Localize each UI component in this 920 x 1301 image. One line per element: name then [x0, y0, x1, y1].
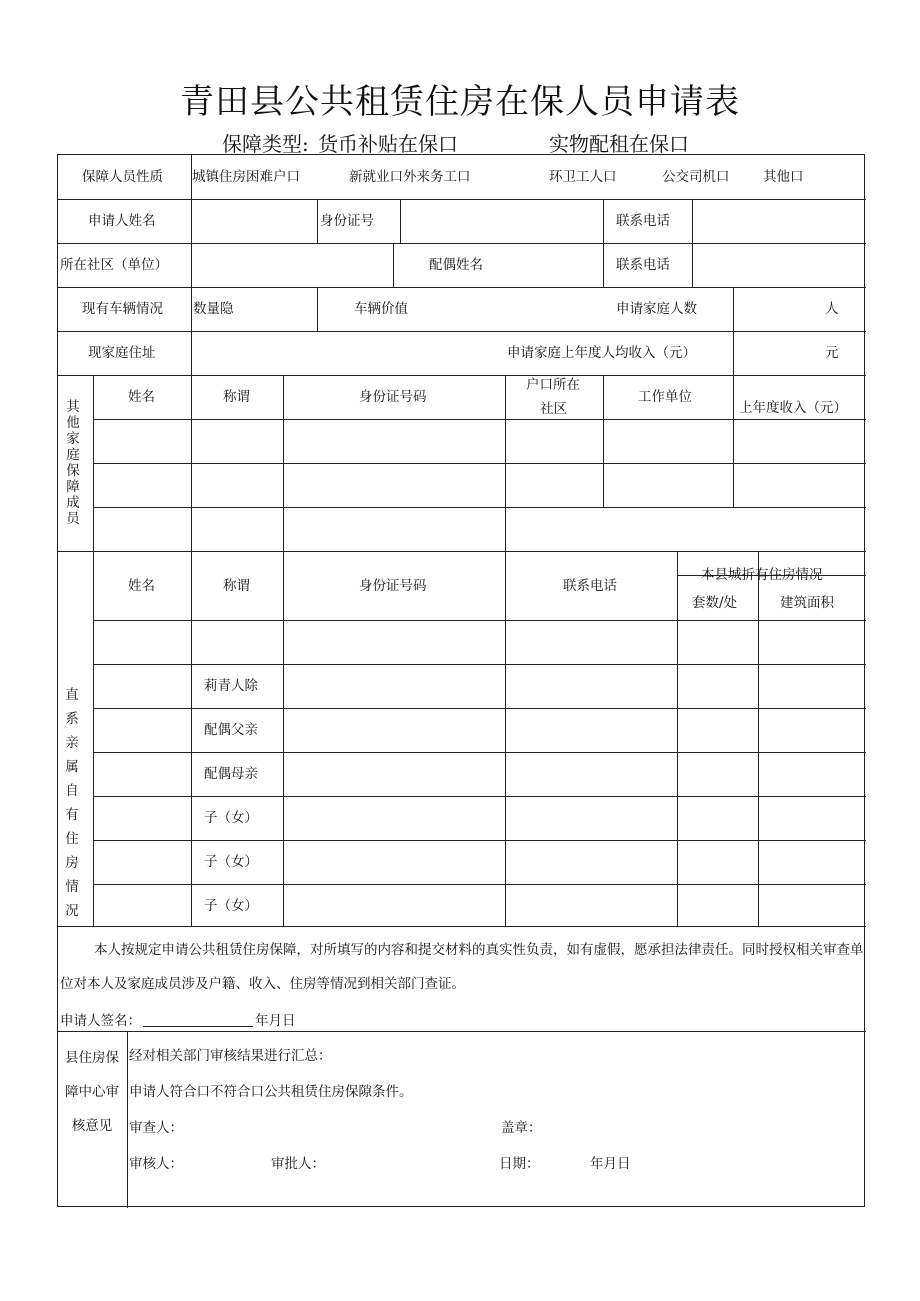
relatives-header-housing: 本县城折有住房情况: [701, 567, 823, 583]
relatives-header-relation: 称谓: [223, 578, 250, 594]
signature-label: 申请人签名：: [60, 1013, 141, 1029]
checker-label: 审查人：: [129, 1120, 183, 1136]
members-header-hukou-2: 社区: [540, 401, 567, 417]
members-header-id: 身份证号码: [359, 389, 427, 405]
signature-line[interactable]: [143, 1012, 253, 1027]
relatives-header-phone: 联系电话: [563, 578, 617, 594]
members-header-hukou: 户口所在: [526, 377, 580, 393]
members-section-label: 其他家庭保障成员: [66, 399, 80, 527]
members-header-work: 工作单位: [638, 389, 692, 405]
phone-label: 联系电话: [616, 213, 670, 229]
relation-cell: 子（女）: [204, 898, 258, 914]
nature-label: 保障人员性质: [82, 169, 163, 185]
approver-label: 审批人：: [271, 1156, 325, 1172]
relatives-section-label: 直系亲属自有住房情况: [65, 687, 87, 919]
relation-cell: 子（女）: [204, 854, 258, 870]
guarantee-type-label: 保障类型:: [222, 132, 309, 156]
spouse-name-label: 配偶姓名: [429, 257, 483, 273]
vehicle-value-label: 车辆价值: [354, 301, 408, 317]
option-money-subsidy[interactable]: 货币补贴在保口: [318, 132, 458, 156]
vehicle-label: 现有车辆情况: [82, 301, 163, 317]
signature-row: [60, 1012, 296, 1029]
signature-date: 年月日: [255, 1013, 296, 1029]
option-physical-rental[interactable]: 实物配租在保口: [549, 132, 689, 156]
option-urban-housing[interactable]: 城镇住房困难户口: [192, 169, 300, 185]
declaration-text: 本人按规定申请公共租赁住房保障，对所填写的内容和提交材料的真实性负责，如有虚假，愿承担法律责任。同时授权相关审查单位对本人及家庭成员涉及户籍、收入、住房等情况到相关部门查证。: [60, 942, 864, 992]
members-header-name: 姓名: [128, 389, 155, 405]
relatives-header-id: 身份证号码: [359, 578, 427, 594]
form-title: 青田县公共租赁住房在保人员申请表: [180, 82, 740, 122]
relatives-header-name: 姓名: [128, 578, 155, 594]
review-section-label: 县住房保障中心审核意见: [65, 1050, 119, 1134]
members-header-income: 上年度收入（元）: [739, 400, 847, 416]
yuan-unit: 元: [825, 345, 839, 361]
relatives-header-area: 建筑面积: [780, 595, 834, 611]
relation-cell: 莉青人除: [204, 678, 258, 694]
option-sanitation-worker[interactable]: 环卫工人口: [549, 169, 617, 185]
relation-cell: 配偶母亲: [204, 766, 258, 782]
person-unit: 人: [825, 301, 839, 317]
spouse-phone-label: 联系电话: [616, 257, 670, 273]
auditor-label: 审核人：: [129, 1156, 183, 1172]
id-number-label: 身份证号: [320, 213, 374, 229]
income-label: 申请家庭上年度人均收入（元）: [507, 345, 696, 361]
relatives-header-sets: 套数/处: [692, 595, 738, 611]
seal-label: 盖章：: [501, 1120, 542, 1136]
relation-cell: 子（女）: [204, 810, 258, 826]
members-header-relation: 称谓: [223, 389, 250, 405]
community-label: 所在社区（单位）: [60, 257, 168, 273]
review-date-label: 日期：: [499, 1156, 540, 1172]
option-other[interactable]: 其他口: [763, 169, 804, 185]
option-bus-driver[interactable]: 公交司机口: [662, 169, 730, 185]
vehicle-quantity-label: 数量隐: [193, 301, 234, 317]
applicant-name-label: 申请人姓名: [88, 213, 156, 229]
application-form-table: [57, 154, 865, 1207]
review-date-value: 年月日: [590, 1156, 631, 1172]
option-new-employment[interactable]: 新就业口外来务工口: [349, 169, 471, 185]
address-label: 现家庭住址: [88, 345, 156, 361]
relation-cell: 配偶父亲: [204, 722, 258, 738]
family-count-label: 申请家庭人数: [616, 301, 697, 317]
review-summary-line: 经对相关部门审核结果进行汇总：: [129, 1048, 332, 1064]
review-eligibility-line: 申请人符合口不符合口公共租赁住房保隙条件。: [129, 1084, 413, 1100]
